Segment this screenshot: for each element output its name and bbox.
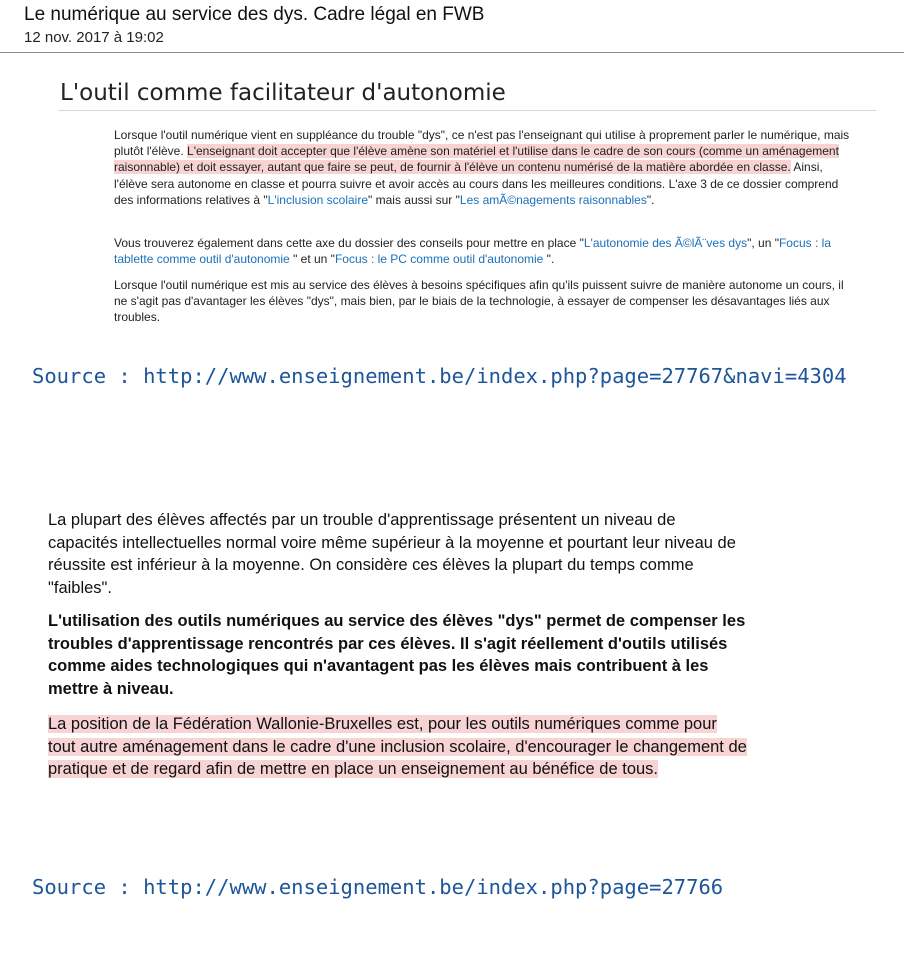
section-heading: L'outil comme facilitateur d'autonomie — [60, 80, 506, 106]
paragraph-text: " mais aussi sur " — [368, 192, 460, 207]
link-focus-pc[interactable]: Focus : le PC comme outil d'autonomie — [334, 252, 544, 267]
paragraph-text: " et un " — [289, 252, 335, 267]
body-paragraph-3-highlighted — [48, 713, 748, 781]
paragraph-text: Vous trouverez également dans cette axe du dossier des conseils pour mettre en place " — [114, 236, 584, 250]
paragraph-text: Ainsi, l'élève sera autonome en classe et pourra suivre et avoir accès au cours dans les meilleures conditions. L'axe 3 de ce dossier comprend des informations relatives à " — [114, 160, 839, 207]
excerpt-paragraph-3: Lorsque l'outil numérique est mis au service des élèves à besoins spécifiques afin qu'ils puissent suivre de manière autonome un cours, il ne s'agit pas d'avantager les élèves "dys", mais bien, par le biais de la technologie, à essayer de compenser les désavantages liés aux troubles. — [114, 278, 844, 325]
document-title: Le numérique au service des dys. Cadre légal en FWB — [24, 4, 485, 25]
highlighted-text: L'enseignant doit accepter que l'élève amène son matériel et l'utilise dans le cadre de son cours (comme un aménagement raisonnable) et doit essayer, autant que faire se peut, de fournir à l'élève un contenu numérisé de la matière abordée en classe. — [114, 144, 839, 175]
document-header — [0, 0, 904, 53]
highlighted-text: La position de la Fédération Wallonie-Bruxelles est, pour les outils numériques comme pour tout autre aménagement dans le cadre d'une inclusion scolaire, d'encourager le changement de pratique et de regard afin de mettre en place un enseignement au bénéfice de tous. — [48, 715, 747, 779]
excerpt-paragraph-1 — [114, 127, 854, 208]
source-citation-1: Source : http://www.enseignement.be/index.php?page=27767&navi=4304 — [32, 364, 847, 388]
link-inclusion-scolaire[interactable]: L'inclusion scolaire — [267, 192, 369, 207]
heading-divider — [58, 110, 876, 111]
link-focus-tablette[interactable]: Focus : la tablette comme outil d'autonomie — [114, 236, 831, 267]
paragraph-text: ", un " — [747, 236, 779, 250]
source-citation-2: Source : http://www.enseignement.be/index.php?page=27766 — [32, 875, 724, 899]
body-paragraph-1: La plupart des élèves affectés par un trouble d'apprentissage présentent un niveau de capacités intellectuelles normal voire même supérieur à la moyenne et pourtant leur niveau de réussite est inférieur à la moyenne. On considère ces élèves la plupart du temps comme "faibles". — [48, 511, 736, 598]
document-date: 12 nov. 2017 à 19:02 — [24, 29, 164, 46]
link-amenagements-raisonnables[interactable]: Les amÃ©nagements raisonnables — [459, 192, 647, 207]
paragraph-text: ". — [543, 252, 555, 267]
paragraph-text: ". — [646, 192, 655, 207]
link-autonomie-eleves-dys[interactable]: L'autonomie des Ã©lÃ¨ves dys — [583, 236, 748, 250]
paragraph-text: Lorsque l'outil numérique vient en suppléance du trouble "dys", ce n'est pas l'enseignant qui utilise à proprement parler le numérique, mais plutôt l'élève. — [114, 128, 850, 159]
body-paragraph-2-bold: L'utilisation des outils numériques au service des élèves "dys" permet de compenser les troubles d'apprentissage rencontrés par ces élèves. Il s'agit réellement d'outils utilisés comme aides technologiques qui n'avantagent pas les élèves mais contribuent à les mettre à niveau. — [48, 612, 746, 699]
excerpt-paragraph-2 — [114, 235, 854, 267]
